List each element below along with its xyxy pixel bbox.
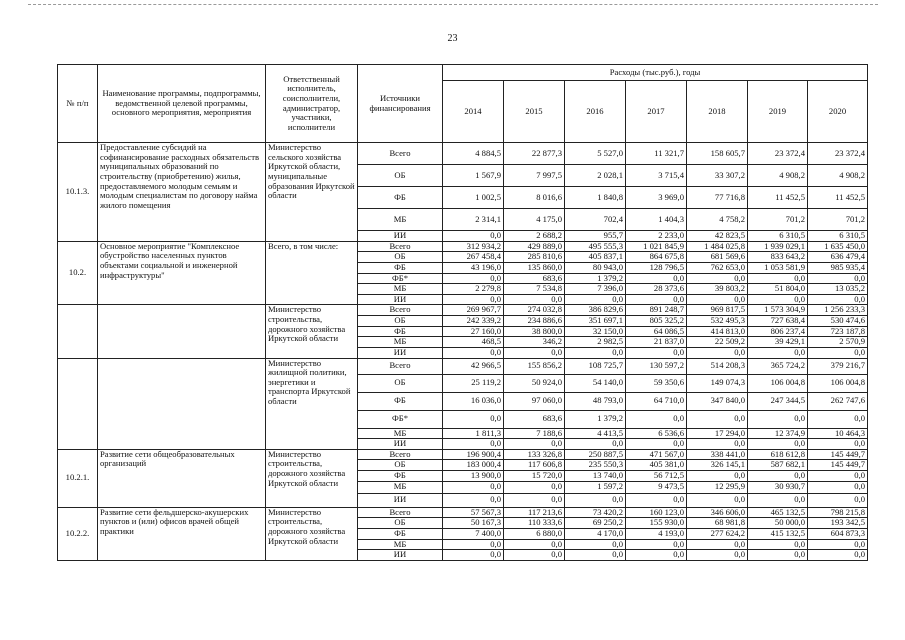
row-value: 64 086,5 [626, 326, 687, 337]
row-value: 351 697,1 [565, 316, 626, 327]
row-value: 495 555,3 [565, 241, 626, 252]
row-source: ФБ* [358, 410, 443, 428]
row-value: 0,0 [443, 294, 504, 305]
row-value: 117 606,8 [504, 460, 565, 471]
row-value: 30 930,7 [748, 481, 808, 493]
row-value: 7 400,0 [443, 528, 504, 539]
row-value: 415 132,5 [748, 528, 808, 539]
row-value: 9 473,5 [626, 481, 687, 493]
row-value: 0,0 [626, 550, 687, 561]
row-number [58, 305, 98, 358]
row-value: 145 449,7 [808, 460, 868, 471]
row-value: 4 884,5 [443, 143, 504, 165]
row-value: 56 712,5 [626, 471, 687, 482]
row-value: 762 653,0 [687, 262, 748, 273]
row-value: 806 237,4 [748, 326, 808, 337]
row-value: 6 536,6 [626, 428, 687, 439]
row-value: 130 597,2 [626, 358, 687, 374]
row-value: 530 474,6 [808, 316, 868, 327]
row-value: 7 188,6 [504, 428, 565, 439]
row-value: 618 612,8 [748, 449, 808, 460]
row-value: 32 150,0 [565, 326, 626, 337]
row-value: 0,0 [748, 439, 808, 450]
row-value: 0,0 [808, 347, 868, 358]
row-value: 636 479,4 [808, 252, 868, 263]
row-value: 604 873,3 [808, 528, 868, 539]
row-value: 0,0 [443, 550, 504, 561]
row-value: 346,2 [504, 337, 565, 348]
row-responsible: Министерство сельского хозяйства Иркутской области, муниципальные образования Иркутской области [266, 143, 358, 242]
row-value: 51 804,0 [748, 284, 808, 295]
row-source: ФБ* [358, 273, 443, 284]
row-value: 0,0 [443, 439, 504, 450]
table-row [58, 358, 868, 374]
row-number: 10.2. [58, 241, 98, 305]
row-value: 4 758,2 [687, 209, 748, 231]
row-value: 587 682,1 [748, 460, 808, 471]
row-source: ИИ [358, 550, 443, 561]
row-value: 0,0 [504, 481, 565, 493]
row-value: 1 597,2 [565, 481, 626, 493]
row-value: 250 887,5 [565, 449, 626, 460]
row-value: 2 314,1 [443, 209, 504, 231]
row-value: 0,0 [808, 410, 868, 428]
row-value: 0,0 [687, 410, 748, 428]
row-source: Всего [358, 507, 443, 518]
row-value: 0,0 [565, 493, 626, 507]
row-value: 269 967,7 [443, 305, 504, 316]
row-value: 386 829,6 [565, 305, 626, 316]
row-source: ОБ [358, 460, 443, 471]
row-value: 0,0 [687, 294, 748, 305]
row-value: 405 381,0 [626, 460, 687, 471]
row-value: 267 458,4 [443, 252, 504, 263]
row-value: 0,0 [748, 410, 808, 428]
row-source: МБ [358, 481, 443, 493]
row-value: 4 908,2 [808, 165, 868, 187]
row-value: 3 715,4 [626, 165, 687, 187]
row-value: 0,0 [565, 539, 626, 550]
row-value: 0,0 [748, 493, 808, 507]
row-name [98, 305, 266, 358]
row-value: 13 900,0 [443, 471, 504, 482]
row-value: 54 140,0 [565, 374, 626, 392]
row-value: 196 900,4 [443, 449, 504, 460]
row-value: 1 635 450,0 [808, 241, 868, 252]
row-value: 2 028,1 [565, 165, 626, 187]
row-value: 4 193,0 [626, 528, 687, 539]
row-value: 312 934,2 [443, 241, 504, 252]
table-row [58, 305, 868, 316]
row-value: 0,0 [504, 347, 565, 358]
row-value: 1 811,3 [443, 428, 504, 439]
row-value: 285 810,6 [504, 252, 565, 263]
row-value: 0,0 [626, 294, 687, 305]
row-value: 22 877,3 [504, 143, 565, 165]
row-source: ОБ [358, 252, 443, 263]
row-value: 468,5 [443, 337, 504, 348]
row-value: 13 035,2 [808, 284, 868, 295]
header-number: № п/п [58, 65, 98, 143]
row-value: 23 372,4 [748, 143, 808, 165]
row-value: 864 675,8 [626, 252, 687, 263]
row-value: 6 880,0 [504, 528, 565, 539]
row-source: Всего [358, 358, 443, 374]
header-year: 2019 [748, 81, 808, 143]
row-value: 1 379,2 [565, 410, 626, 428]
row-value: 2 688,2 [504, 231, 565, 242]
row-value: 1 484 025,8 [687, 241, 748, 252]
row-value: 50 000,0 [748, 518, 808, 529]
row-value: 128 796,5 [626, 262, 687, 273]
row-value: 532 495,3 [687, 316, 748, 327]
row-value: 155 856,2 [504, 358, 565, 374]
row-value: 7 997,5 [504, 165, 565, 187]
row-value: 2 570,9 [808, 337, 868, 348]
row-value: 0,0 [443, 273, 504, 284]
row-value: 0,0 [808, 493, 868, 507]
row-value: 0,0 [808, 294, 868, 305]
row-value: 683,6 [504, 273, 565, 284]
row-value: 242 339,2 [443, 316, 504, 327]
row-value: 0,0 [687, 471, 748, 482]
row-value: 11 452,5 [808, 187, 868, 209]
row-value: 0,0 [565, 294, 626, 305]
row-value: 0,0 [626, 493, 687, 507]
row-source: ФБ [358, 187, 443, 209]
row-value: 22 509,2 [687, 337, 748, 348]
row-source: МБ [358, 337, 443, 348]
row-value: 0,0 [748, 294, 808, 305]
header-responsible: Ответственный исполнитель, соисполнители, администратор, участники, исполнители [266, 65, 358, 143]
row-value: 969 817,5 [687, 305, 748, 316]
row-source: Всего [358, 305, 443, 316]
row-value: 0,0 [687, 493, 748, 507]
row-value: 346 606,0 [687, 507, 748, 518]
table-row [58, 143, 868, 165]
row-number: 10.2.2. [58, 507, 98, 560]
row-value: 0,0 [504, 539, 565, 550]
row-value: 0,0 [443, 539, 504, 550]
row-value: 7 396,0 [565, 284, 626, 295]
row-value: 1 021 845,9 [626, 241, 687, 252]
row-value: 0,0 [443, 493, 504, 507]
row-value: 0,0 [443, 231, 504, 242]
table-row [58, 449, 868, 460]
row-value: 1 939 029,1 [748, 241, 808, 252]
row-value: 28 373,6 [626, 284, 687, 295]
row-value: 955,7 [565, 231, 626, 242]
header-year: 2014 [443, 81, 504, 143]
row-value: 0,0 [443, 481, 504, 493]
row-value: 702,4 [565, 209, 626, 231]
row-value: 798 215,8 [808, 507, 868, 518]
row-value: 681 569,6 [687, 252, 748, 263]
row-source: ОБ [358, 518, 443, 529]
row-value: 183 000,4 [443, 460, 504, 471]
row-value: 0,0 [504, 439, 565, 450]
row-source: ФБ [358, 326, 443, 337]
row-value: 405 837,1 [565, 252, 626, 263]
header-year: 2020 [808, 81, 868, 143]
row-source: ИИ [358, 439, 443, 450]
row-value: 1 053 581,9 [748, 262, 808, 273]
row-value: 0,0 [687, 439, 748, 450]
row-source: ОБ [358, 316, 443, 327]
row-value: 683,6 [504, 410, 565, 428]
row-value: 514 208,3 [687, 358, 748, 374]
row-value: 6 310,5 [748, 231, 808, 242]
row-value: 108 725,7 [565, 358, 626, 374]
row-source: Всего [358, 449, 443, 460]
page-number: 23 [447, 33, 458, 44]
row-value: 274 032,8 [504, 305, 565, 316]
row-value: 38 800,0 [504, 326, 565, 337]
row-source: ИИ [358, 294, 443, 305]
row-value: 50 167,3 [443, 518, 504, 529]
row-value: 3 969,0 [626, 187, 687, 209]
row-value: 1 840,8 [565, 187, 626, 209]
row-value: 0,0 [626, 347, 687, 358]
row-source: ОБ [358, 165, 443, 187]
row-value: 11 452,5 [748, 187, 808, 209]
row-value: 0,0 [808, 471, 868, 482]
row-value: 11 321,7 [626, 143, 687, 165]
row-value: 0,0 [748, 471, 808, 482]
row-responsible: Министерство жилищной политики, энергетики и транспорта Иркутской области [266, 358, 358, 449]
row-value: 2 982,5 [565, 337, 626, 348]
row-value: 17 294,0 [687, 428, 748, 439]
row-value: 0,0 [687, 347, 748, 358]
row-source: МБ [358, 539, 443, 550]
row-value: 12 295,9 [687, 481, 748, 493]
row-value: 0,0 [565, 347, 626, 358]
page-top-border [28, 4, 878, 5]
row-value: 69 250,2 [565, 518, 626, 529]
row-value: 13 740,0 [565, 471, 626, 482]
row-value: 68 981,8 [687, 518, 748, 529]
row-responsible: Министерство строительства, дорожного хозяйства Иркутской области [266, 449, 358, 507]
row-value: 12 374,9 [748, 428, 808, 439]
row-value: 0,0 [808, 481, 868, 493]
row-value: 117 213,6 [504, 507, 565, 518]
header-year: 2015 [504, 81, 565, 143]
row-source: ИИ [358, 493, 443, 507]
row-name: Развитие сети фельдшерско-акушерских пунктов и (или) офисов врачей общей практики [98, 507, 266, 560]
row-value: 379 216,7 [808, 358, 868, 374]
header-year: 2016 [565, 81, 626, 143]
row-value: 365 724,2 [748, 358, 808, 374]
row-value: 0,0 [626, 539, 687, 550]
row-value: 33 307,2 [687, 165, 748, 187]
row-value: 0,0 [626, 439, 687, 450]
row-value: 235 550,3 [565, 460, 626, 471]
row-value: 465 132,5 [748, 507, 808, 518]
row-source: ФБ [358, 392, 443, 410]
row-value: 39 429,1 [748, 337, 808, 348]
row-value: 0,0 [748, 539, 808, 550]
row-value: 77 716,8 [687, 187, 748, 209]
row-responsible: Всего, в том числе: [266, 241, 358, 305]
row-value: 160 123,0 [626, 507, 687, 518]
budget-table [57, 64, 868, 561]
row-source: ОБ [358, 374, 443, 392]
row-value: 4 170,0 [565, 528, 626, 539]
header-expenses: Расходы (тыс.руб.), годы [443, 65, 868, 81]
row-value: 985 935,4 [808, 262, 868, 273]
row-name: Предоставление субсидий на софинансирование расходных обязательств муниципальных образований по строительству (приобретению) жилья, предоставляемого молодым семьям и молодым специалистам по договору найма жилого помещения [98, 143, 266, 242]
row-value: 277 624,2 [687, 528, 748, 539]
row-value: 1 567,9 [443, 165, 504, 187]
row-value: 0,0 [687, 273, 748, 284]
row-value: 158 605,7 [687, 143, 748, 165]
row-value: 723 187,8 [808, 326, 868, 337]
row-value: 0,0 [504, 493, 565, 507]
row-value: 326 145,1 [687, 460, 748, 471]
row-value: 414 813,0 [687, 326, 748, 337]
row-value: 42 966,5 [443, 358, 504, 374]
table-row [58, 241, 868, 252]
row-name [98, 358, 266, 449]
row-value: 48 793,0 [565, 392, 626, 410]
row-value: 73 420,2 [565, 507, 626, 518]
row-source: Всего [358, 241, 443, 252]
row-value: 0,0 [748, 273, 808, 284]
row-value: 15 720,0 [504, 471, 565, 482]
row-value: 247 344,5 [748, 392, 808, 410]
row-value: 891 248,7 [626, 305, 687, 316]
row-value: 0,0 [626, 410, 687, 428]
row-value: 0,0 [626, 273, 687, 284]
row-value: 429 889,0 [504, 241, 565, 252]
row-value: 0,0 [808, 439, 868, 450]
row-value: 262 747,6 [808, 392, 868, 410]
row-value: 338 441,0 [687, 449, 748, 460]
row-value: 149 074,3 [687, 374, 748, 392]
row-value: 8 016,6 [504, 187, 565, 209]
row-number [58, 358, 98, 449]
row-value: 0,0 [808, 550, 868, 561]
row-value: 0,0 [443, 410, 504, 428]
row-value: 471 567,0 [626, 449, 687, 460]
row-source: ИИ [358, 231, 443, 242]
row-value: 833 643,2 [748, 252, 808, 263]
row-value: 21 837,0 [626, 337, 687, 348]
row-value: 0,0 [504, 294, 565, 305]
row-source: ИИ [358, 347, 443, 358]
row-value: 27 160,0 [443, 326, 504, 337]
row-value: 110 333,6 [504, 518, 565, 529]
row-value: 1 379,2 [565, 273, 626, 284]
row-value: 0,0 [504, 550, 565, 561]
row-value: 42 823,5 [687, 231, 748, 242]
row-value: 97 060,0 [504, 392, 565, 410]
row-value: 10 464,3 [808, 428, 868, 439]
row-source: ФБ [358, 471, 443, 482]
row-value: 0,0 [808, 273, 868, 284]
row-value: 2 279,8 [443, 284, 504, 295]
row-value: 4 413,5 [565, 428, 626, 439]
row-value: 5 527,0 [565, 143, 626, 165]
row-value: 155 930,0 [626, 518, 687, 529]
row-value: 0,0 [687, 550, 748, 561]
row-value: 145 449,7 [808, 449, 868, 460]
row-value: 16 036,0 [443, 392, 504, 410]
row-value: 0,0 [808, 539, 868, 550]
row-value: 59 350,6 [626, 374, 687, 392]
row-value: 701,2 [748, 209, 808, 231]
row-value: 0,0 [687, 539, 748, 550]
row-value: 1 404,3 [626, 209, 687, 231]
row-value: 106 004,8 [748, 374, 808, 392]
row-value: 133 326,8 [504, 449, 565, 460]
row-name: Развитие сети общеобразовательных организаций [98, 449, 266, 507]
row-value: 727 638,4 [748, 316, 808, 327]
row-source: ФБ [358, 528, 443, 539]
row-value: 4 175,0 [504, 209, 565, 231]
header-year: 2017 [626, 81, 687, 143]
row-value: 57 567,3 [443, 507, 504, 518]
header-year: 2018 [687, 81, 748, 143]
row-value: 135 860,0 [504, 262, 565, 273]
row-value: 39 803,2 [687, 284, 748, 295]
row-value: 805 325,2 [626, 316, 687, 327]
row-responsible: Министерство строительства, дорожного хозяйства Иркутской области [266, 507, 358, 560]
row-value: 80 943,0 [565, 262, 626, 273]
row-value: 64 710,0 [626, 392, 687, 410]
row-value: 347 840,0 [687, 392, 748, 410]
row-value: 25 119,2 [443, 374, 504, 392]
row-source: ФБ [358, 262, 443, 273]
row-value: 43 196,0 [443, 262, 504, 273]
row-number: 10.2.1. [58, 449, 98, 507]
row-value: 50 924,0 [504, 374, 565, 392]
row-value: 23 372,4 [808, 143, 868, 165]
table-row [58, 507, 868, 518]
row-number: 10.1.3. [58, 143, 98, 242]
row-value: 6 310,5 [808, 231, 868, 242]
row-value: 193 342,5 [808, 518, 868, 529]
row-value: 0,0 [565, 550, 626, 561]
budget-table-body [58, 143, 868, 561]
row-source: МБ [358, 284, 443, 295]
row-value: 0,0 [748, 550, 808, 561]
header-sources: Источники финансирования [358, 65, 443, 143]
row-value: 701,2 [808, 209, 868, 231]
row-value: 106 004,8 [808, 374, 868, 392]
row-value: 1 256 233,3 [808, 305, 868, 316]
row-value: 234 886,6 [504, 316, 565, 327]
row-value: 4 908,2 [748, 165, 808, 187]
header-name: Наименование программы, подпрограммы, ведомственной целевой программы, основного мероприятия, мероприятия [98, 65, 266, 143]
row-value: 0,0 [748, 347, 808, 358]
row-responsible: Министерство строительства, дорожного хозяйства Иркутской области [266, 305, 358, 358]
row-name: Основное мероприятие "Комплексное обустройство населенных пунктов объектами социальной и инженерной инфраструктуры" [98, 241, 266, 305]
row-value: 1 573 304,9 [748, 305, 808, 316]
row-value: 2 233,0 [626, 231, 687, 242]
row-source: МБ [358, 428, 443, 439]
row-value: 0,0 [443, 347, 504, 358]
row-source: Всего [358, 143, 443, 165]
row-value: 0,0 [565, 439, 626, 450]
row-value: 7 534,8 [504, 284, 565, 295]
row-source: МБ [358, 209, 443, 231]
row-value: 1 002,5 [443, 187, 504, 209]
